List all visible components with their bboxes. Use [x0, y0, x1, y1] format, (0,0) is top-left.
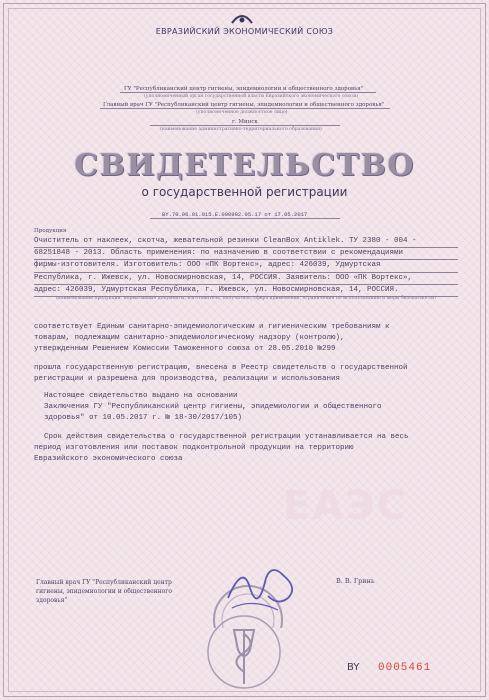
signatory-position-line: здоровья": [36, 597, 68, 604]
eaeu-watermark: ЕАЭС: [283, 483, 408, 529]
product-line: Очиститель от наклеек, скотча, жевательной резинки CleanBox Antiklek. ТУ 2380 - 004 -: [34, 236, 458, 248]
form-number: 0005461: [378, 662, 432, 674]
form-series: BY: [347, 662, 360, 673]
product-line: Республика, г. Ижевск, ул. Новосмирновская, 14, РОССИЯ. Заявитель: ООО «ПК Вортекс»,: [34, 273, 458, 285]
official-line: Главный врач ГУ "Республиканский центр гигиены, эпидемиологии и общественного здоровья": [103, 102, 385, 108]
signatory-position-line: гигиены, эпидемиологии и общественного: [36, 588, 173, 595]
product-label: Продукция: [34, 228, 67, 234]
reg-number-underline: [150, 218, 340, 219]
city-caption: (наименование административно-территориального образования): [160, 127, 322, 132]
city-underline: [150, 125, 340, 126]
product-line: 68251848 - 2013. Область применения: по назначению в соответствии с рекомендациями: [34, 248, 458, 260]
official-underline: [100, 108, 390, 109]
validity-statement: [34, 432, 458, 466]
authority-underline: [120, 92, 376, 93]
hygiene-emblem-icon: [204, 610, 284, 694]
union-name: ЕВРАЗИЙСКИЙ ЭКОНОМИЧЕСКИЙ СОЮЗ: [155, 27, 334, 36]
basis-label: Настоящее свидетельство выдано на основании: [44, 392, 238, 400]
basis-line: здоровья" от 10.05.2017 г. № 18-30/2017/105): [44, 414, 243, 423]
authority-caption: (уполномоченный орган государственной власти Евразийского экономического союза): [144, 94, 359, 99]
registration-statement: [34, 363, 458, 385]
conformity-statement: [34, 322, 458, 356]
conformity-line: утвержденным Решением Комиссии Таможенного союза от 28.05.2010 №299: [34, 345, 336, 354]
conformity-line: соответствует Единым санитарно-эпидемиологическим и гигиеническим требованиям к: [34, 323, 390, 331]
eaeu-emblem-icon: [230, 11, 254, 27]
official-caption: (уполномоченное должностное лицо): [196, 110, 288, 115]
validity-line: Евразийского экономического союза: [34, 455, 183, 464]
validity-line: Срок действия свидетельства о государственной регистрации устанавливается на весь: [44, 433, 409, 441]
signatory-position: [36, 578, 172, 605]
conformity-line: товарам, подлежащим санитарно-эпидемиологическому надзору (контролю),: [34, 334, 345, 343]
product-line: адрес: 426039, Удмуртская Республика, г. Ижевск, ул. Новосмирновская, 14, РОССИЯ.: [34, 285, 458, 297]
product-description: [34, 236, 458, 297]
basis-statement: [34, 391, 458, 425]
passed-line: регистрации и разрешена для производства, реализации и использования: [34, 375, 341, 384]
product-line: фирмы-изготовителя. Изготовитель: ООО «ПК Вортекс», адрес: 426039, Удмуртская: [34, 260, 458, 272]
passed-line: прошла государственную регистрацию, внесена в Реестр свидетельств о государственной: [34, 364, 408, 372]
city: г. Минск: [232, 119, 258, 125]
registration-number: BY.70.06.01.015.Е.000902.05.17 от 17.05.2017: [162, 211, 308, 218]
product-caption: (наименование продукции, нормативные документы, изготовитель, получатель, сфера применения, ограничения по использованию и меры безопасности): [56, 296, 436, 301]
basis-line: Заключения ГУ "Республиканский центр гигиены, эпидемиологии и общественного: [44, 403, 382, 412]
signatory-position-line: Главный врач ГУ "Республиканский центр: [36, 579, 172, 586]
validity-line: период изготовления или поставок подконтрольной продукции на территорию: [34, 444, 354, 453]
document-title: СВИДЕТЕЛЬСТВО: [74, 148, 415, 183]
signatory-name: В. В. Гринь: [336, 577, 375, 585]
authority-line: ГУ "Республиканский центр гигиены, эпидемиологии и общественного здоровья": [124, 86, 364, 92]
document-subtitle: о государственной регистрации: [141, 185, 348, 199]
